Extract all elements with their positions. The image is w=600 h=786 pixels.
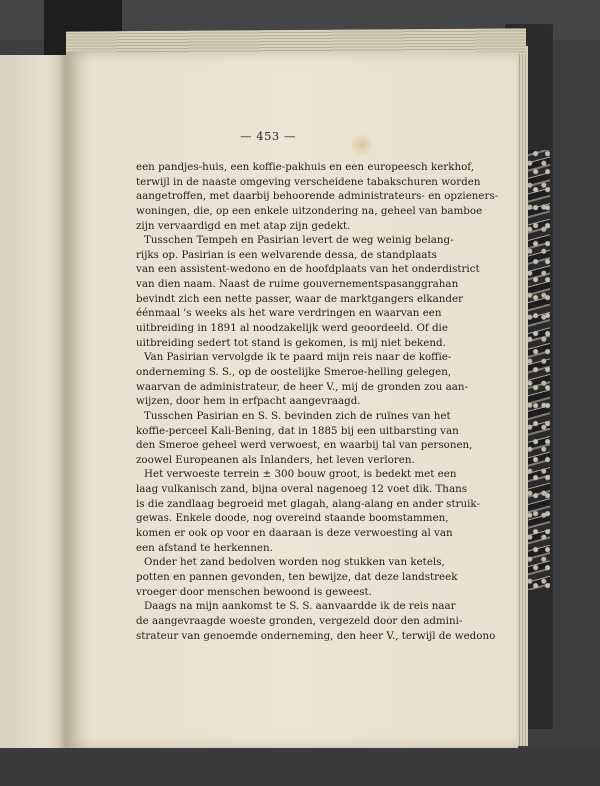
text-line: Onder het zand bedolven worden nog stukken van ketels, xyxy=(144,556,445,569)
text-line: de aangevraagde woeste gronden, vergezeld door den admini- xyxy=(136,614,463,627)
text-line: uitbreiding sedert tot stand is gekomen, is mij niet bekend. xyxy=(136,336,446,349)
text-line: Tusschen Pasirian en S. S. bevinden zich de ruïnes van het xyxy=(144,409,451,422)
text-line: éénmaal 's weeks als het ware verdringen en waarvan een xyxy=(136,307,442,320)
text-line: potten en pannen gevonden, ten bewijze, dat deze landstreek xyxy=(136,570,458,583)
text-line: komen er ook op voor en daaraan is deze verwoesting al van xyxy=(136,527,453,540)
text-line: Het verwoeste terrein ± 300 bouw groot, is bedekt met een xyxy=(144,468,457,481)
text-line: Daags na mijn aankomst te S. S. aanvaardde ik de reis naar xyxy=(144,600,456,613)
text-line: waarvan de administrateur, de heer V., mij de gronden zou aan- xyxy=(136,380,468,393)
text-line: is die zandlaag begroeid met glagah, alang-alang en ander struik- xyxy=(136,497,480,510)
text-line: terwijl in de naaste omgeving verscheidene tabakschuren worden xyxy=(136,175,481,188)
text-line: rijks op. Pasirian is een welvarende dessa, de standplaats xyxy=(136,248,437,261)
text-line: strateur van genoemde onderneming, den heer V., terwijl de wedono xyxy=(136,629,496,642)
page-number: — 453 — xyxy=(240,129,296,143)
background-bottom xyxy=(0,748,600,786)
left-page xyxy=(0,55,66,748)
text-line: laag vulkanisch zand, bijna overal nagenoeg 12 voet dik. Thans xyxy=(136,483,467,496)
text-line: een afstand te herkennen. xyxy=(136,541,273,554)
text-line: zijn vervaardigd en met atap zijn gedekt. xyxy=(136,219,351,232)
text-line: Van Pasirian vervolgde ik te paard mijn reis naar de koffie- xyxy=(144,351,452,364)
text-line: van een assistent-wedono en de hoofdplaats van het onderdistrict xyxy=(136,263,480,276)
text-line: een pandjes-huis, een koffie-pakhuis en een europeesch kerkhof, xyxy=(136,161,474,173)
text-line: vroeger door menschen bewoond is geweest. xyxy=(136,585,372,598)
text-line: bevindt zich een nette passer, waar de marktgangers elkander xyxy=(136,292,463,305)
text-line: koffie-perceel Kali-Bening, dat in 1885 bij een uitbarsting van xyxy=(136,424,459,437)
body-text xyxy=(136,160,499,643)
text-line: onderneming S. S., op de oostelijke Smeroe-helling gelegen, xyxy=(136,365,452,378)
text-line: gewas. Enkele doode, nog overeind staande boomstammen, xyxy=(136,512,449,525)
text-line: aangetroffen, met daarbij behoorende administrateurs- en opzieners- xyxy=(136,190,499,203)
text-line: woningen, die, op een enkele uitzondering na, geheel van bamboe xyxy=(136,204,483,217)
text-line: zoowel Europeanen als Inlanders, het leven verloren. xyxy=(136,453,415,466)
text-line: van dien naam. Naast de ruime gouvernementspasanggrahan xyxy=(136,278,459,291)
text-line: den Smeroe geheel werd verwoest, en waarbij tal van personen, xyxy=(136,439,473,452)
text-line: wijzen, door hem in erfpacht aangevraagd. xyxy=(136,395,361,408)
text-line: Tusschen Tempeh en Pasirian levert de weg weinig belang- xyxy=(144,234,454,247)
text-line: uitbreiding in 1891 al noodzakelijk werd geoordeeld. Of die xyxy=(136,322,448,335)
